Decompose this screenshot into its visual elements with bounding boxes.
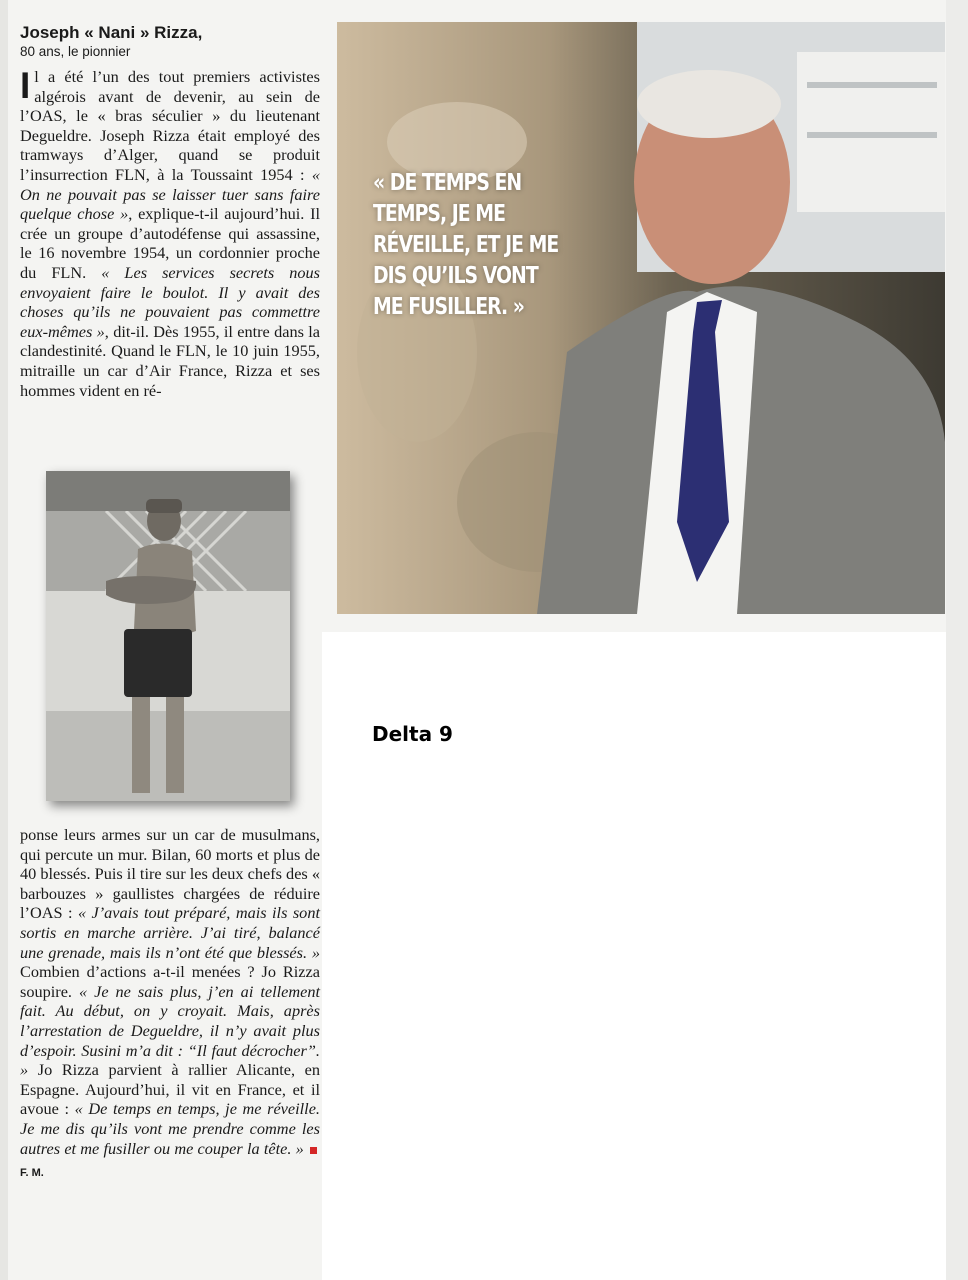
lower-paragraph-segment: « Je ne sais plus, j’en ai tellement fait. Au début, on y croyait. Mais, après l’arrestation de Degueldre, il n’y avait plus d’espoir. Susini m’a dit : “Il faut décrocher”. » bbox=[20, 981, 320, 1080]
upper-paragraph-segment: « Les services secrets nous envoyaient faire le boulot. Il y avait des choses qu’ils ne pouvaient pas commettre eux-mêmes » bbox=[20, 262, 320, 341]
article-body-lower bbox=[20, 825, 320, 1184]
lower-paragraph-segment: « J’avais tout préparé, mais ils sont sortis en marche arrière. J’ai tiré, balancé une grenade, mais ils n’ont été que blessés. » bbox=[20, 903, 320, 962]
vintage-photo bbox=[46, 471, 290, 801]
page-right-margin bbox=[946, 0, 968, 1280]
pull-quote: « DE TEMPS EN TEMPS, JE ME RÉVEILLE, ET JE ME DIS QU’ILS VONT ME FUSILLER. » bbox=[373, 170, 559, 320]
portrait-photo bbox=[337, 22, 945, 614]
drop-cap: I bbox=[20, 65, 31, 106]
page-edge bbox=[0, 0, 8, 1280]
upper-paragraph-segment: , dit-il. Dès 1955, il entre dans la clandestinité. Quand le FLN, le 10 juin 1955, mitraille un car d’Air France, Rizza et ses hommes vident en ré- bbox=[20, 321, 321, 400]
upper-paragraph-text bbox=[20, 67, 320, 400]
lower-paragraph-segment: Jo Rizza parvient à rallier Alicante, en Espagne. Aujourd’hui, il vit en France, et il avoue : bbox=[20, 1060, 320, 1119]
vintage-photo-illustration bbox=[46, 471, 290, 801]
red-square-icon bbox=[310, 1147, 317, 1154]
signature-initials: F. M. bbox=[20, 1167, 44, 1180]
upper-paragraph-segment: « On ne pouvait pas se laisser tuer sans faire quelque chose » bbox=[20, 164, 320, 224]
panel-label: Delta 9 bbox=[372, 722, 453, 746]
upper-paragraph bbox=[20, 67, 320, 400]
lower-paragraph bbox=[20, 825, 320, 1184]
article-header bbox=[20, 22, 320, 62]
lower-paragraph-segment: ponse leurs armes sur un car de musulmans, qui percute un mur. Bilan, 60 morts et plus de 40 blessés. Puis il tire sur les deux chefs des « barbouzes » gaullistes chargées de réduire l’OAS : bbox=[20, 825, 320, 923]
article-subline: 80 ans, le pionnier bbox=[20, 44, 131, 59]
lower-paragraph-text bbox=[20, 825, 320, 1158]
upper-paragraph-segment: l a été l’un des tout premiers activistes algérois avant de devenir, au sein de l’OAS, le « bras séculier » du lieutenant Degueldre. Joseph Rizza était employé des tramways d’Alger, quand se produit l’insurrection FLN, à la Toussaint 1954 : bbox=[20, 67, 320, 184]
lower-paragraph-segment: « De temps en temps, je me réveille. Je me dis qu’ils vont me prendre comme les autres et me fusiller ou me couper la tête. » bbox=[20, 1099, 320, 1158]
lower-paragraph-segment: Combien d’actions a-t-il menées ? Jo Rizza soupire. bbox=[20, 962, 320, 1001]
article-headline: Joseph « Nani » Rizza, bbox=[20, 23, 203, 42]
article-body-upper bbox=[20, 67, 320, 400]
upper-paragraph-segment: , explique-t-il aujourd’hui. Il crée un groupe d’autodéfense qui assassine, le 16 novembre 1954, un cordonnier proche du FLN. bbox=[20, 204, 321, 282]
